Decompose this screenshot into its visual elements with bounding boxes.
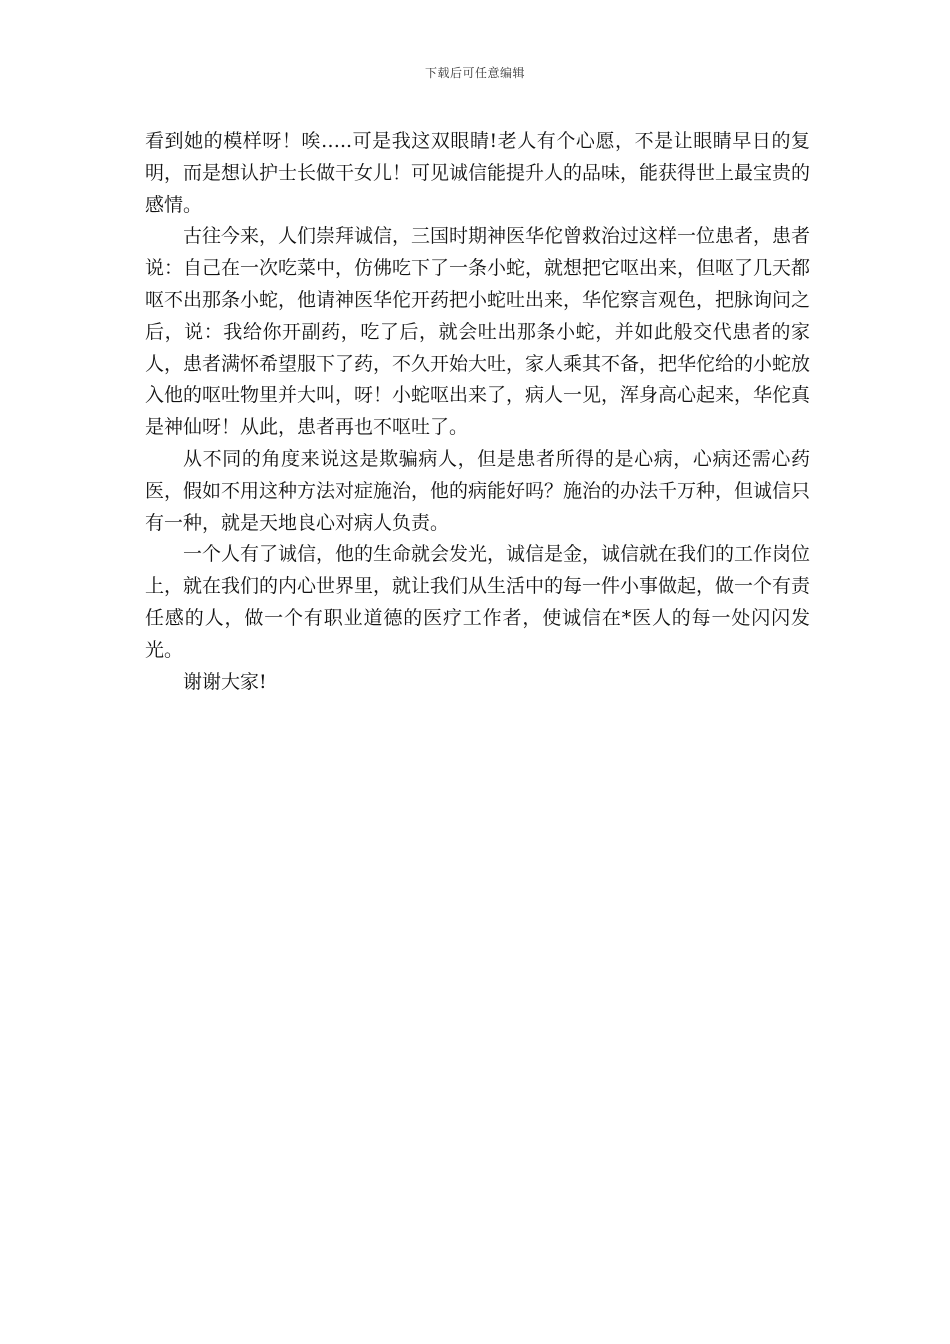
paragraph-2: 古往今来，人们崇拜诚信，三国时期神医华佗曾救治过这样一位患者，患者说：自己在一次吃菜中，仿佛吃下了一条小蛇，就想把它呕出来，但呕了几天都呕不出那条小蛇，他请神医华佗开药把小蛇吐出来，华佗察言观色，把脉询问之后，说：我给你开副药，吃了后，就会吐出那条小蛇，并如此般交代患者的家人，患者满怀希望服下了药，不久开始大吐，家人乘其不备，把华佗给的小蛇放入他的呕吐物里并大叫，呀！小蛇呕出来了，病人一见，浑身高心起来，华佗真是神仙呀！从此，患者再也不呕吐了。 <box>145 225 811 439</box>
paragraph-3: 从不同的角度来说这是欺骗病人，但是患者所得的是心病，心病还需心药医，假如不用这种方法对症施治，他的病能好吗？施治的办法千万种，但诚信只有一种，就是天地良心对病人负责。 <box>145 447 811 534</box>
paragraph-closing: 谢谢大家! <box>183 670 267 693</box>
paragraph-1: 看到她的模样呀！唉…..可是我这双眼睛!老人有个心愿，不是让眼睛早日的复明，而是想认护士长做干女儿！可见诚信能提升人的品味，能获得世上最宝贵的感情。 <box>145 130 811 216</box>
document-body <box>145 126 810 698</box>
page-header: 下载后可任意编辑 <box>424 66 525 80</box>
paragraph-4: 一个人有了诚信，他的生命就会发光，诚信是金，诚信就在我们的工作岗位上，就在我们的内心世界里，就让我们从生活中的每一件小事做起，做一个有责任感的人，做一个有职业道德的医疗工作者，使诚信在*医人的每一处闪闪发光。 <box>145 543 811 661</box>
